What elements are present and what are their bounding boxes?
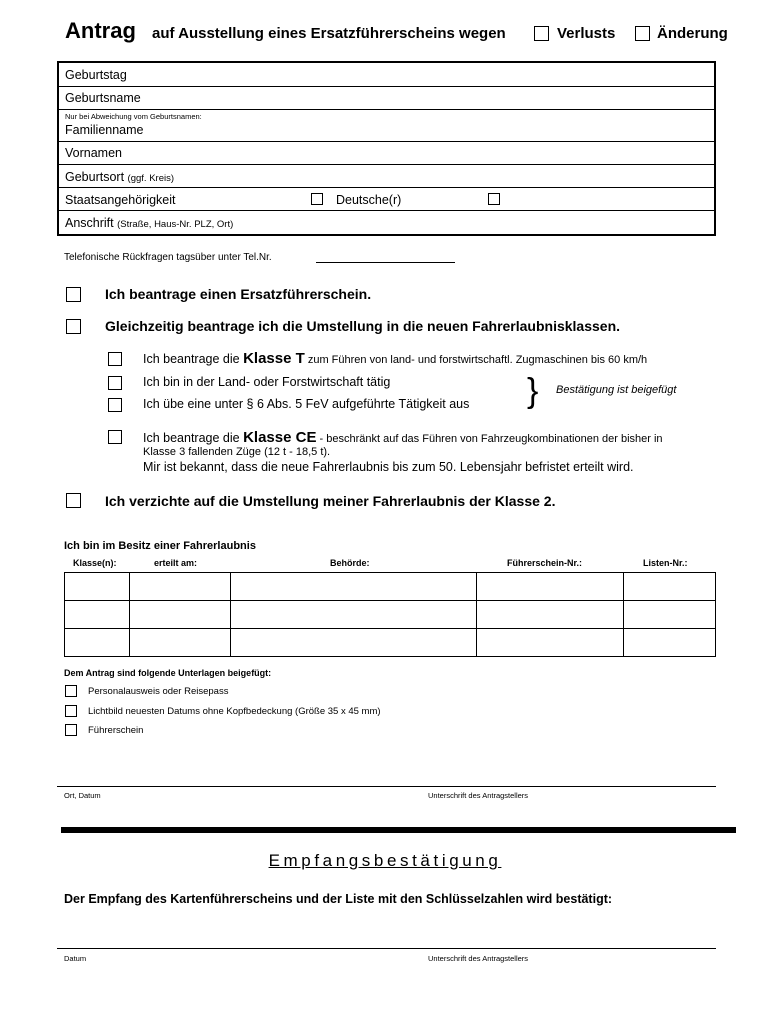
label-anschrift-note: (Straße, Haus-Nr. PLZ, Ort): [117, 219, 234, 230]
table-row: [65, 601, 716, 629]
telefon-input-line[interactable]: [316, 262, 455, 263]
receipt-text: Der Empfang des Kartenführerscheins und der Liste mit den Schlüsselzahlen wird bestätigt:: [64, 892, 613, 906]
receipt-signature-line[interactable]: [57, 948, 716, 949]
checkbox-fuehrerschein[interactable]: [65, 724, 77, 736]
checkbox-verzicht[interactable]: [66, 493, 81, 508]
label-aenderung: Änderung: [657, 25, 728, 42]
checkbox-deutsche[interactable]: [311, 193, 323, 205]
table-cell[interactable]: [65, 601, 130, 629]
column-header-klassen: Klasse(n):: [73, 558, 117, 568]
statement-landwirtschaft: Ich bin in der Land- oder Forstwirtschaft tätig: [143, 375, 391, 389]
statement-verzicht: Ich verzichte auf die Umstellung meiner Fahrerlaubnis der Klasse 2.: [105, 493, 556, 509]
column-header-listen-nr: Listen-Nr.:: [643, 558, 688, 568]
attachment-item-personalausweis: Personalausweis oder Reisepass: [88, 686, 229, 697]
checkbox-verlust[interactable]: [534, 26, 549, 41]
table-cell[interactable]: [230, 573, 477, 601]
license-title: Ich bin im Besitz einer Fahrerlaubnis: [64, 540, 256, 552]
field-geburtsort[interactable]: [59, 165, 714, 188]
label-anschrift: Anschrift (Straße, Haus-Nr. PLZ, Ort): [65, 216, 234, 230]
attachment-item-lichtbild: Lichtbild neuesten Datums ohne Kopfbedeckung (Größe 35 x 45 mm): [88, 706, 381, 717]
personal-data-box: [57, 61, 716, 236]
table-cell[interactable]: [624, 573, 716, 601]
field-geburtsname[interactable]: [59, 87, 714, 110]
checkbox-taetigkeit[interactable]: [108, 398, 122, 412]
column-header-erteilt: erteilt am:: [154, 558, 198, 568]
label-geburtstag: Geburtstag: [65, 68, 127, 82]
label-familienname: Familienname: [65, 123, 144, 137]
label-receipt-unterschrift: Unterschrift des Antragstellers: [428, 954, 529, 963]
checkbox-aenderung[interactable]: [635, 26, 650, 41]
table-cell[interactable]: [624, 629, 716, 657]
statement-klasse-t: Ich beantrage die Klasse T zum Führen von land- und forstwirtschaftl. Zugmaschinen bis 60 km/h: [143, 350, 648, 367]
table-row: [65, 573, 716, 601]
checkbox-lichtbild[interactable]: [65, 705, 77, 717]
field-anschrift[interactable]: [59, 211, 714, 234]
label-verlust: Verlusts: [557, 25, 616, 42]
label-geburtsort-note: (ggf. Kreis): [127, 173, 175, 184]
column-header-fuehrerschein-nr: Führerschein-Nr.:: [507, 558, 583, 568]
label-staatsangehoerigkeit: Staatsangehörigkeit: [65, 193, 176, 207]
table-cell[interactable]: [477, 601, 624, 629]
checkbox-personalausweis[interactable]: [65, 685, 77, 697]
checkbox-ersatz[interactable]: [66, 287, 81, 302]
form-subtitle: auf Ausstellung eines Ersatzführerscheins wegen: [152, 25, 506, 42]
section-divider: [61, 827, 736, 833]
table-cell[interactable]: [624, 601, 716, 629]
label-unterschrift: Unterschrift des Antragstellers: [428, 791, 529, 800]
table-row: [65, 629, 716, 657]
label-familienname-note: Nur bei Abweichung vom Geburtsnamen:: [65, 112, 202, 121]
field-vornamen[interactable]: [59, 142, 714, 165]
label-vornamen: Vornamen: [65, 146, 122, 160]
statement-ersatz: Ich beantrage einen Ersatzführerschein.: [105, 286, 372, 302]
signature-line[interactable]: [57, 786, 716, 787]
checkbox-klasse-t[interactable]: [108, 352, 122, 366]
table-cell[interactable]: [477, 629, 624, 657]
field-staatsangehoerigkeit[interactable]: [59, 188, 714, 211]
brace-icon: }: [527, 372, 539, 410]
klasse-ce-emphasis: Klasse CE: [243, 429, 317, 446]
table-cell[interactable]: [477, 573, 624, 601]
table-cell[interactable]: [65, 629, 130, 657]
checkbox-landwirtschaft[interactable]: [108, 376, 122, 390]
receipt-title: Empfangsbestätigung: [268, 851, 502, 870]
label-deutsche: Deutsche(r): [336, 193, 402, 207]
label-ort-datum: Ort, Datum: [64, 791, 101, 800]
statement-umstellung: Gleichzeitig beantrage ich die Umstellung in die neuen Fahrerlaubnisklassen.: [105, 318, 621, 334]
table-cell[interactable]: [230, 629, 477, 657]
statement-klasse-ce-line2: Klasse 3 fallenden Züge (12 t - 18,5 t).: [143, 446, 331, 458]
license-table: [64, 572, 716, 657]
bestaetigung-note: Bestätigung ist beigefügt: [556, 384, 677, 396]
column-header-behoerde: Behörde:: [330, 558, 370, 568]
label-datum: Datum: [64, 954, 87, 963]
checkbox-umstellung[interactable]: [66, 319, 81, 334]
klasse-t-emphasis: Klasse T: [243, 350, 305, 367]
table-cell[interactable]: [129, 573, 230, 601]
telefon-label: Telefonische Rückfragen tagsüber unter Tel.Nr.: [64, 252, 272, 263]
checkbox-andere-staatsangehoerigkeit[interactable]: [488, 193, 500, 205]
attachment-item-fuehrerschein: Führerschein: [88, 725, 144, 736]
checkbox-klasse-ce[interactable]: [108, 430, 122, 444]
label-geburtsname: Geburtsname: [65, 91, 141, 105]
statement-klasse-ce-line3: Mir ist bekannt, dass die neue Fahrerlaubnis bis zum 50. Lebensjahr befristet erteilt wird.: [143, 460, 634, 474]
form-title: Antrag: [65, 18, 136, 43]
field-geburtstag[interactable]: [59, 63, 714, 87]
table-cell[interactable]: [65, 573, 130, 601]
table-cell[interactable]: [129, 629, 230, 657]
field-familienname[interactable]: [59, 110, 714, 142]
table-cell[interactable]: [230, 601, 477, 629]
label-geburtsort: Geburtsort (ggf. Kreis): [65, 170, 175, 184]
table-cell[interactable]: [129, 601, 230, 629]
statement-klasse-ce: Ich beantrage die Klasse CE - beschränkt auf das Führen von Fahrzeugkombinationen der bisher in: [143, 429, 663, 446]
attachments-title: Dem Antrag sind folgende Unterlagen beigefügt:: [64, 668, 272, 678]
statement-taetigkeit: Ich übe eine unter § 6 Abs. 5 FeV aufgeführte Tätigkeit aus: [143, 397, 470, 411]
